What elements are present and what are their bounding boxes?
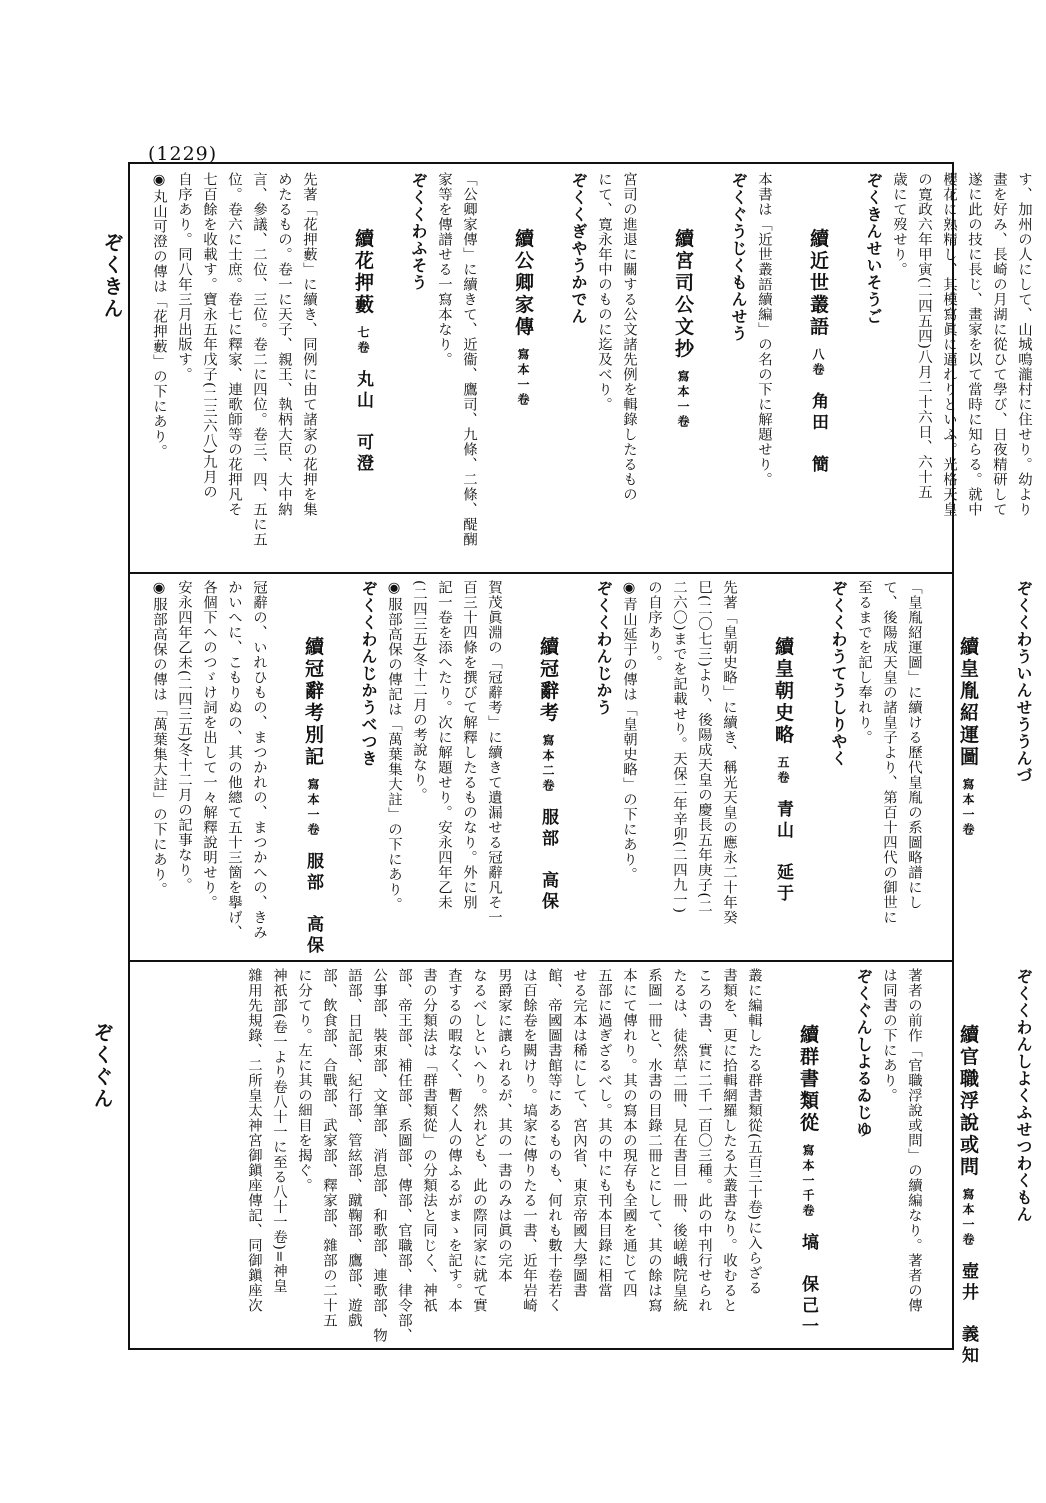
side-label-top: ぞくきん [100, 232, 124, 320]
entry-heading: ぞくくわふそう [409, 172, 428, 291]
text-line: 部、帝王部、補任部、系圖部、傳部、官職部、律令部、 [396, 968, 412, 1343]
band-middle [151, 580, 1036, 958]
entry-heading: ぞくぐんしよるゐじゆ [854, 968, 873, 1138]
text-line: 歳にて歿せり。 [891, 172, 907, 277]
entry-heading: ぞくきんせいそうご [864, 172, 883, 325]
entry-title-row [745, 580, 820, 954]
entry-title: 續皇胤紹運圖 [957, 636, 979, 769]
text-line: に分てり。左に其の細目を揭ぐ。 [296, 968, 312, 1193]
text-line: 自序あり。同八年三月出版す。 [176, 172, 192, 382]
entry-volume: 寫本一卷 [961, 778, 975, 839]
text-line: 畫を好み、長崎の月湖に從ひて學び、日夜精研して [991, 172, 1007, 517]
text-line: 館、帝國圖書館等にあるものも、何れも數十卷若く [546, 968, 562, 1313]
entry-author: 服部 高保 [538, 808, 558, 914]
text-line: (二四三五)冬十二月の考說なり。 [411, 580, 427, 803]
entry-title: 續群書類從 [797, 1024, 819, 1135]
entry-title: 續花押藪 [352, 228, 374, 317]
text-line: 言、參議、二位、三位。卷二に四位。卷三、四、五に五 [251, 172, 267, 547]
text-line: ◉丸山可澄の傳は「花押藪」の下にあり。 [151, 172, 167, 459]
text-line: 賀茂眞淵の「冠辭考」に續きて遺漏せる冠辭凡そ一 [486, 580, 502, 925]
text-line: 著者の前作「官職浮說或問」の續編なり。著者の傳 [906, 968, 922, 1313]
entry-volume: 七卷 [356, 326, 370, 357]
text-line: 「公卿家傳」に續きて、近衞、鷹司、九條、二條、醍醐 [461, 172, 477, 547]
text-line: にて、寛永年中のものに迄及べり。 [596, 172, 612, 412]
text-line: 百三十四條を撰びて解釋したるものなり。外に別 [461, 580, 477, 910]
text-line: 位。卷六に士庶。卷七に釋家、連歌師等の花押凡そ [226, 172, 242, 517]
text-line: 本にて傳れり。其の寫本の現存も全國を通じて四 [621, 968, 637, 1298]
text-line: 叢に編輯したる群書類從(五百三十卷)に入らざる [746, 968, 762, 1296]
text-line: ◉青山延于の傳は「皇朝史略」の下にあり。 [621, 580, 637, 882]
text-line: 先著「花押藪」に續き、同例に由て諸家の花押を集 [301, 172, 317, 517]
text-line: 部、飲食部、合戰部、武家部、釋家部、雜部の二十五 [321, 968, 337, 1328]
band-divider [130, 960, 952, 962]
text-line: の寛政六年甲寅(二四五四)八月二十六日、六十五 [916, 172, 932, 500]
entry-title-row [645, 172, 720, 568]
text-line: 櫻花に熟精し、其模寫眞に逼れりといふ。光格天皇 [941, 172, 957, 517]
entry-author: 角田 簡 [808, 392, 828, 477]
page-number: (1229) [148, 143, 218, 165]
entry-volume: 寫本一卷 [676, 370, 690, 431]
entry-title: 續皇朝史略 [772, 636, 794, 747]
entry-author: 塙 保己一 [798, 1233, 818, 1339]
text-line: 書類を、更に拾輯網羅したる大叢書なり。收むると [721, 968, 737, 1313]
text-line: ◉服部高保の傳は「萬葉集大註」の下にあり。 [151, 580, 167, 897]
text-line: 五部に過ぎざるべし。其の中にも刊本目錄に相當 [596, 968, 612, 1298]
text-line: ◉服部高保の傳記は「萬葉集大註」の下にあり。 [386, 580, 402, 912]
entry-volume: 寫本一千卷 [801, 1144, 815, 1220]
entry-title-row [930, 580, 1005, 954]
text-line: は同書の下にあり。 [881, 968, 897, 1103]
entry-heading: ぞくくわういんせううんづ [1014, 580, 1033, 784]
text-line: す、加州の人にして、山城鳴瀧村に住せり。幼より [1016, 172, 1032, 517]
entry-volume: 八卷 [811, 348, 825, 379]
text-line: 巳(二〇七三)より、後陽成天皇の慶長五年庚子(二 [696, 580, 712, 914]
entry-title-row [275, 580, 350, 958]
entry-title-row [510, 580, 585, 954]
entry-title-row [780, 172, 855, 568]
entry-title: 續宮司公文抄 [672, 228, 694, 361]
text-line: 冠辭の、いれひもの、まつかれの、まつかへの、きみ [251, 580, 267, 940]
entry-title: 續公卿家傳 [512, 228, 534, 339]
entry-heading: ぞくぐうじくもんせう [729, 172, 748, 342]
text-line: 家等を傳譜せる一寫本なり。 [436, 172, 452, 367]
entry-volume: 寫本二卷 [541, 734, 555, 795]
entry-title: 續官職浮說或問 [957, 1024, 979, 1179]
text-line: 七百餘を收載す。寶永五年戊子(二三六八)九月の [201, 172, 217, 500]
entry-title: 續近世叢語 [807, 228, 829, 339]
side-label-bottom: ぞくぐん [90, 1022, 114, 1110]
entry-heading: ぞくくわうてうしりやく [829, 580, 848, 767]
text-line: 査するの暇なく、暫く人の傳ふるがまゝを記す。本 [446, 968, 462, 1313]
text-line: 公事部、裝束部、文筆部、消息部、和歌部、連歌部、物 [371, 968, 387, 1343]
text-line: 本書は「近世叢語續編」の名の下に解題せり。 [756, 172, 772, 487]
entry-title-row [485, 172, 560, 568]
entry-heading: ぞくくわんじかうべつき [359, 580, 378, 767]
entry-title-row [930, 968, 1005, 1368]
text-line: かいへに、こもりぬの、其の他總て五十三箇を擧げ、 [226, 580, 242, 940]
entry-title-row [325, 172, 400, 568]
entry-volume: 寫本一卷 [306, 778, 320, 839]
entry-heading: ぞくくわんじかう [594, 580, 613, 716]
text-line: なるべしといへり。然れども、此の際同家に就て實 [471, 968, 487, 1313]
entry-title: 續冠辭考 [537, 636, 559, 725]
text-line: 二六〇)までを記載せり。天保二年辛卯(二四九一) [671, 580, 687, 914]
entry-title-row [770, 968, 845, 1340]
text-line: の自序あり。 [646, 580, 662, 670]
text-line: は百餘卷を闕けり。塙家に傳りたる一書、近年岩崎 [521, 968, 537, 1313]
entry-author: 青山 延于 [773, 800, 793, 906]
entry-heading: ぞくくわんしよくふせつわくもん [1014, 968, 1033, 1223]
text-line: 男爵家に讓られるが、其の一書のみは眞の完本 [496, 968, 512, 1283]
text-line: 宮司の進退に關する公文諸先例を輯錄したるもの [621, 172, 637, 502]
entry-author: 服部 高保 [303, 852, 323, 958]
text-line: めたるもの。卷一に天子、親王、執柄大臣、大中納 [276, 172, 292, 517]
text-line: て、後陽成天皇の諸皇子より、第百十四代の御世に [881, 580, 897, 925]
entry-volume: 寫本一卷 [961, 1188, 975, 1249]
text-line: 安永四年乙未(二四三五)冬十二月の記事なり。 [176, 580, 192, 893]
text-line: 先著「皇朝史略」に續き、稱光天皇の應永二十年癸 [721, 580, 737, 925]
entry-volume: 五卷 [776, 756, 790, 787]
text-line: 語部、日記部、紀行部、管絃部、蹴鞠部、鷹部、遊戲 [346, 968, 362, 1328]
text-line: 系圖一冊と、水書の目錄二冊とにして、其の餘は寫 [646, 968, 662, 1313]
text-line: 遂に此の技に長じ、畫家を以て當時に知らる。就中 [966, 172, 982, 517]
entry-author: 丸山 可澄 [353, 370, 373, 476]
text-line: 「皇胤紹運圖」に續ける歷代皇胤の系圖略譜にし [906, 580, 922, 910]
text-line: せる完本は稀にして、宮內省、東京帝國大學圖書 [571, 968, 587, 1298]
text-line: 記一卷を添へたり。次に解題せり。安永四年乙未 [436, 580, 452, 910]
band-bottom [236, 968, 1036, 1368]
text-line: 至るまでを記し奉れり。 [856, 580, 872, 745]
entry-author: 壺井 義知 [958, 1262, 978, 1368]
text-line: 雜用先規錄、二所皇太神宮御鎭座傳記、同御鎭座次 [246, 968, 262, 1313]
text-line: 書の分類法は「群書類從」の分類法と同じく、神祇 [421, 968, 437, 1313]
entry-heading: ぞくくぎやうかでん [569, 172, 588, 325]
band-top [151, 172, 1036, 568]
band-divider [130, 572, 952, 574]
text-line: 神祇部(卷一より卷八十一に至る八十一卷)=神皇 [271, 968, 287, 1294]
text-line: たるは、徒然草二冊、見在書目一冊、後嵯峨院皇統 [671, 968, 687, 1313]
text-line: ころの書、實に二千一百〇三種。此の中刊行せられ [696, 968, 712, 1313]
entry-title: 續冠辭考別記 [302, 636, 324, 769]
text-line: 各個下へのつゞけ詞を出して一々解釋說明せり。 [201, 580, 217, 910]
entry-volume: 寫本一卷 [516, 348, 530, 409]
